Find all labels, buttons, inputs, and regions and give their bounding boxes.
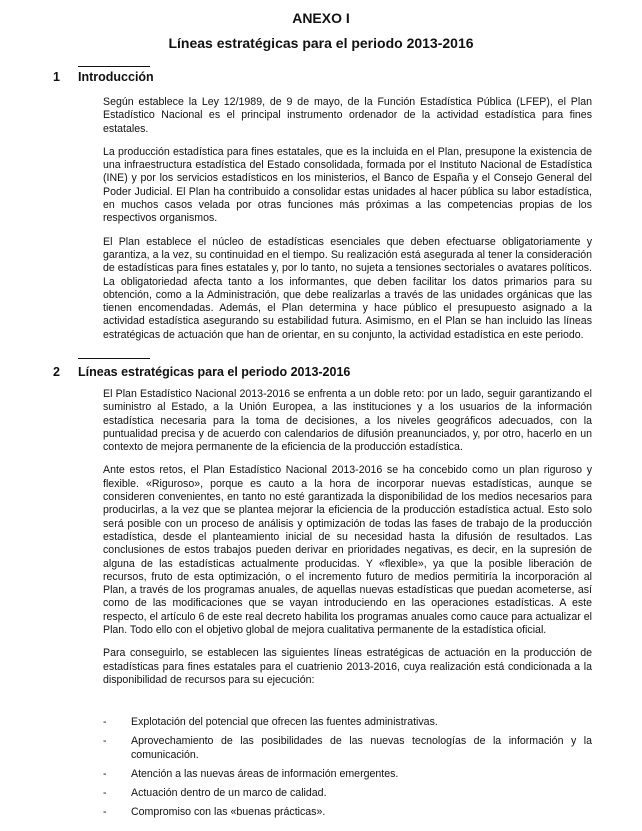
section-1-paragraph-3: El Plan establece el núcleo de estadísticas esenciales que deben efectuarse obligatoriamente y garantiza, a la vez, su continuidad en el tiempo. Su realización está asegurada al tener la consideración de estadísticas para fines estatales y, por lo tanto, no sujeta a tensiones sectoriales o avatares políticos. La obligatoriedad afecta tanto a los informantes, que deben facilitar los datos primarios para su obtención, como a la Administración, que debe realizarlas a través de las unidades orgánicas que las tienen encomendadas. Además, el Plan determina y hace público el presupuesto asignado a la actividad estadística asegurando su estabilidad futura. Asimismo, en el Plan se han incluido las líneas estratégicas de actuación que han de orientar, en su conjunto, la actividad estadística en este periodo.	[103, 235, 592, 341]
list-dash: -	[103, 716, 107, 728]
list-item-text: Explotación del potencial que ofrecen las fuentes administrativas.	[131, 716, 438, 728]
list-dash: -	[103, 806, 107, 819]
section-1-paragraph-2: La producción estadística para fines estatales, que es la incluida en el Plan, presupone la existencia de una infraestructura estadística del Estado consolidada, formada por el Instituto Nacional de Estadística (INE) y por los servicios estadísticos en los ministerios, el Banco de España y el Consejo General del Poder Judicial. El Plan ha contribuido a consolidar estas unidades al hacer pública su labor estadística, en muchos casos velada por otras funciones más próximas a las competencias propias de los respectivos organismos.	[103, 145, 592, 225]
section-2-title: Líneas estratégicas para el periodo 2013-2016	[78, 365, 351, 379]
section-1-rule	[78, 66, 150, 67]
list-item-text: Aprovechamiento de las posibilidades de las nuevas tecnologías de la información y la comunicación.	[131, 735, 592, 761]
section-2-paragraph-3: Para conseguirlo, se establecen las siguientes líneas estratégicas de actuación en la producción de estadísticas para fines estatales para el cuatrienio 2013-2016, cuya realización está condicionada a la disponibilidad de recursos para su ejecución:	[103, 647, 592, 686]
list-item	[103, 768, 592, 781]
section-1-title: Introducción	[78, 70, 154, 84]
list-item-text: Compromiso con las «buenas prácticas».	[131, 806, 326, 819]
list-item-text: Actuación dentro de un marco de calidad.	[131, 787, 327, 800]
section-1-body	[103, 96, 592, 352]
section-1-number: 1	[53, 70, 60, 84]
strategic-lines-list	[103, 716, 592, 826]
list-item	[103, 806, 592, 819]
list-item	[103, 787, 592, 800]
list-item	[103, 735, 592, 762]
list-dash: -	[103, 767, 107, 780]
section-1-paragraph-1: Según establece la Ley 12/1989, de 9 de mayo, de la Función Estadística Pública (LFEP), el Plan Estadístico Nacional es el principal instrumento ordenador de la actividad estadística para fines estatales.	[103, 96, 592, 135]
section-2-paragraph-1: El Plan Estadístico Nacional 2013-2016 se enfrenta a un doble reto: por un lado, seguir garantizando el suministro al Estado, a la Unión Europea, a las instituciones y a los usuarios de la información estadística necesaria para la toma de decisiones, a los niveles geográficos adecuados, con la puntualidad precisa y de acuerdo con calendarios de difusión preanunciados, y, por otro, hacerlo en un contexto de mejora permanente de la eficiencia de la producción estadística.	[103, 388, 592, 454]
section-2-paragraph-2: Ante estos retos, el Plan Estadístico Nacional 2013-2016 se ha concebido como un plan riguroso y flexible. «Riguroso», porque es cauto a la hora de incorporar nuevas estadísticas, aunque se consideren convenientes, en tanto no esté garantizada la disponibilidad de los medios necesarios para producirlas, a la vez que se plantea mejorar la eficiencia de la producción estadística actual. Esto solo será posible con un proceso de análisis y optimización de todas las fases de trabajo de la producción estadística, desde el planteamiento inicial de su necesidad hasta la difusión de resultados. Las conclusiones de estos trabajos pueden derivar en prioridades negativas, es decir, en la supresión de alguna de las estadísticas actualmente producidas. Y «flexible», ya que la posible liberación de recursos, fruto de esta optimización, o el incremento futuro de medios permitiría la incorporación al Plan, a través de los programas anuales, de aquellas nuevas estadísticas que puedan acometerse, así como de las modificaciones que se vayan introduciendo en las operaciones estadísticas. A este respecto, el artículo 6 de este real decreto habilita los programas anuales como cauce para actualizar el Plan. Todo ello con el objetivo global de mejora cualitativa permanente de la estadística oficial.	[103, 464, 592, 637]
list-dash: -	[103, 787, 107, 800]
list-item	[103, 716, 592, 729]
section-2-number: 2	[53, 365, 60, 379]
annex-title: ANEXO I	[292, 10, 350, 26]
section-2-rule	[78, 358, 150, 359]
list-item-text: Atención a las nuevas áreas de información emergentes.	[131, 767, 399, 780]
section-2-body	[103, 388, 592, 697]
list-dash: -	[103, 735, 107, 748]
annex-subtitle: Líneas estratégicas para el periodo 2013-2016	[168, 35, 474, 51]
